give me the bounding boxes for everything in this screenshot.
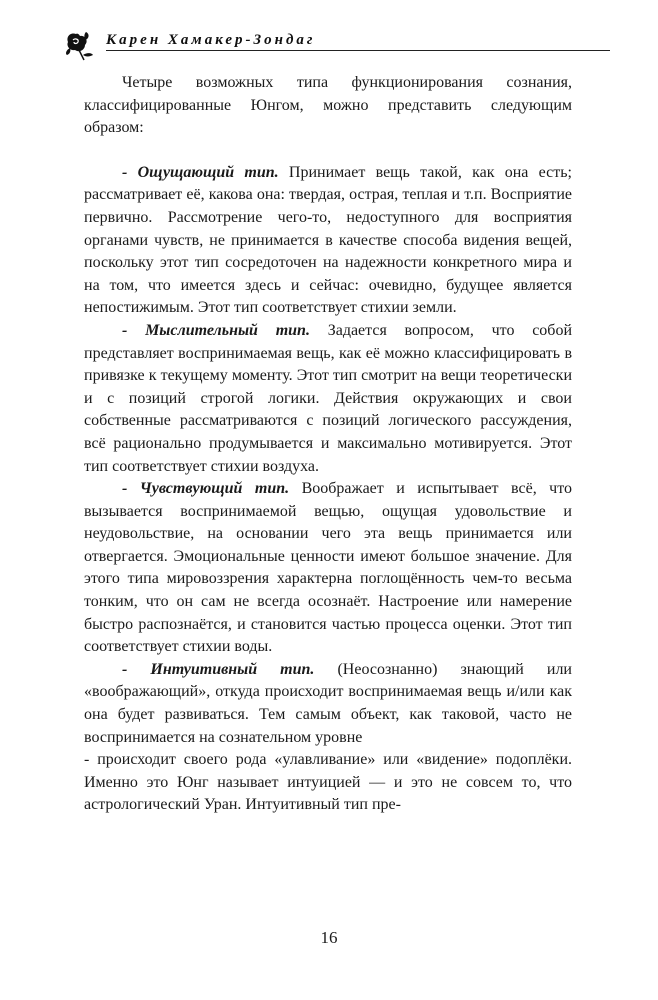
running-header — [62, 26, 610, 66]
page-number: 16 — [320, 928, 338, 947]
paragraph-text: Четыре возможных типа функционирования сознания, классифицированные Юнгом, можно представить следующим образом: — [84, 74, 572, 137]
rose-icon — [62, 28, 96, 62]
paragraph-text: Воображает и испытывает всё, что вызывается воспринимаемой вещью, ощущая удовольствие и неудовольствие, на основании чего эта вещь принимается или отвергается. Эмоциональные ценности имеют большое значение. Для этого типа мировоззрения характерна поглощённость чем-то весьма тонким, что он сам не всегда осознаёт. Настроение или намерение быстро распознаётся, и становится частью процесса оценки. Этот тип соответствует стихии воды. — [84, 480, 572, 656]
header-rule — [106, 50, 610, 51]
term-feeling-type: - Чувствующий тип. — [122, 480, 290, 498]
paragraph-text: - происходит своего рода «улавливание» или «видение» подоплёки. Именно это Юнг называет интуицией — и это не совсем то, что астрологический Уран. Интуитивный тип пре- — [84, 751, 572, 814]
term-intuitive-type: - Интуитивный тип. — [122, 660, 315, 678]
term-thinking-type: - Мыслительный тип. — [122, 321, 310, 339]
paragraph-text: (Неосознанно) знающий или «воображающий», откуда происходит воспринимаемая вещь и/или как она будет развиваться. Тем самым объект, как таковой, часто не воспринимается на сознательном уровне — [84, 660, 572, 746]
paragraph-intro — [84, 72, 572, 140]
paragraph-feeling-type — [84, 478, 572, 659]
author-name: Карен Хамакер-Зондаг — [106, 32, 316, 48]
paragraph-sensing-type — [84, 162, 572, 320]
paragraph-text: Задается вопросом, что собой представляет воспринимаемая вещь, как её можно классифицировать в привязке к текущему моменту. Этот тип смотрит на вещи теоретически и с позиций строгой логики. Действия окружающих и свои собственные рассматриваются с позиций логического рассуждения, всё рационально продумывается и максимально мотивируется. Этот тип соответствует стихии воздуха. — [84, 321, 573, 475]
paragraph-intuitive-type — [84, 659, 572, 749]
term-sensing-type: - Ощущающий тип. — [122, 163, 279, 181]
paragraph-thinking-type — [84, 320, 572, 478]
page-body — [84, 72, 572, 817]
paragraph-text: Принимает вещь такой, как она есть; рассматривает её, какова она: твердая, острая, теплая и т.п. Восприятие первично. Рассмотрение чего-то, недоступного для восприятия органами чувств, не принимается в качестве способа видения вещей, поскольку этот тип сосредоточен на надежности конкретного мира и на том, что имеется здесь и сейчас: очевидно, будущее является непостижимым. Этот тип соответствует стихии земли. — [84, 163, 572, 317]
paragraph-continuation — [84, 749, 572, 817]
